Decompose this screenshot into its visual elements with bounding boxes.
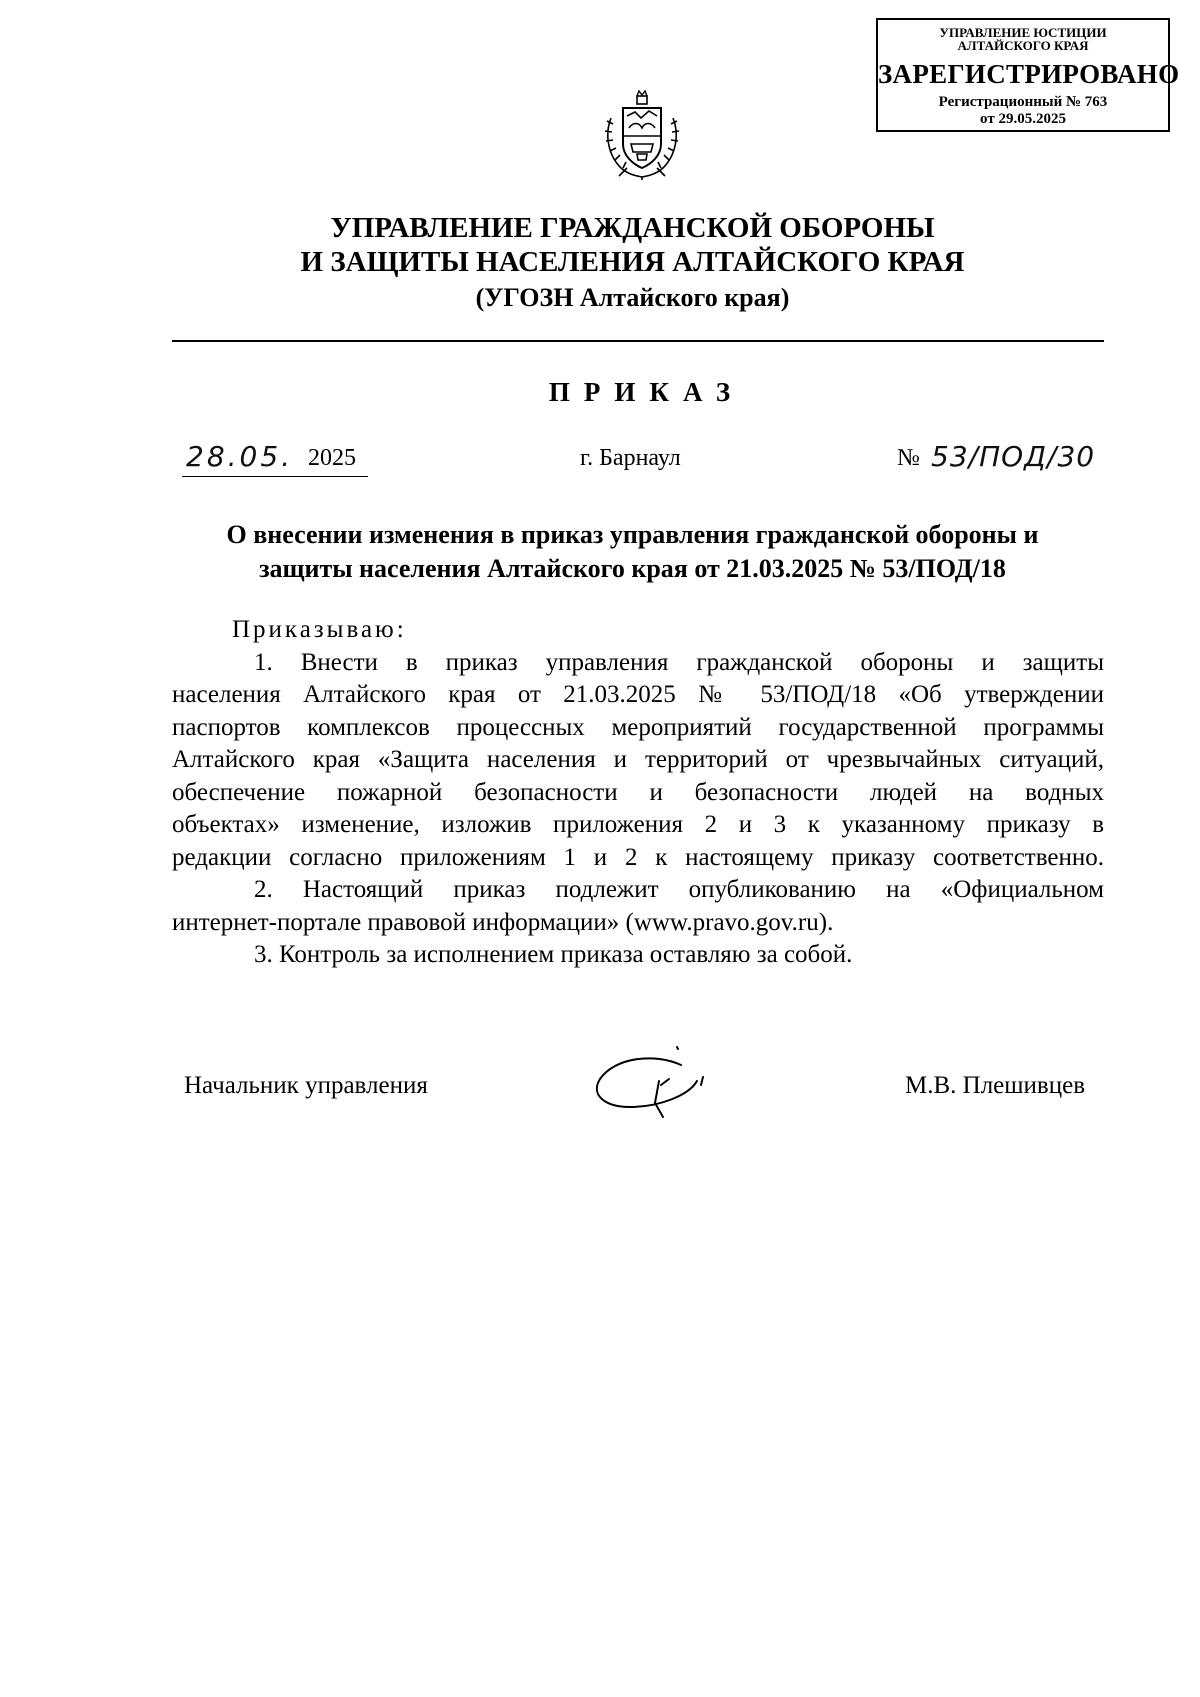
stamp-authority-line2: АЛТАЙСКОГО КРАЯ (957, 38, 1089, 53)
header-divider (172, 340, 1104, 342)
org-name-line2: И ЗАЩИТЫ НАСЕЛЕНИЯ АЛТАЙСКОГО КРАЯ (300, 246, 965, 278)
stamp-authority-line1: УПРАВЛЕНИЕ ЮСТИЦИИ (939, 25, 1107, 40)
number-sign: № (897, 445, 920, 471)
paragraph-1-line: 1. Внести в приказ управления гражданской обороны и защиты (254, 648, 1104, 676)
paragraph-1-line: редакции согласно приложениям 1 и 2 к настоящему приказу соответственно. (172, 843, 1104, 871)
paragraph-1-line: населения Алтайского края от 21.03.2025 № 53/ПОД/18 «Об утверждении (172, 681, 1104, 708)
document-subject-line1: О внесении изменения в приказ управления гражданской обороны и (226, 520, 1039, 549)
document-body (172, 614, 1104, 972)
paragraph-2-line: интернет-портале правовой информации» (www.pravo.gov.ru). (172, 908, 834, 936)
handwritten-signature-icon (585, 1045, 715, 1135)
coat-of-arms-icon (597, 88, 687, 180)
paragraph-3: 3. Контроль за исполнением приказа оставляю за собой. (254, 941, 853, 968)
signatory-position: Начальник управления (184, 1072, 428, 1099)
date-handwritten: 28.05. (186, 440, 294, 473)
org-short-name: (УГОЗН Алтайского края) (475, 283, 790, 312)
document-subject-line2: защиты населения Алтайского края от 21.03.2025 № 53/ПОД/18 (259, 554, 1006, 583)
paragraph-1-line: объектах» изменение, изложив приложения 2 и 3 к указанному приказу в (172, 811, 1104, 838)
document-title: ПРИКАЗ (548, 377, 745, 407)
org-name-line1: УПРАВЛЕНИЕ ГРАЖДАНСКОЙ ОБОРОНЫ (330, 212, 935, 244)
stamp-registered: ЗАРЕГИСТРИРОВАНО (878, 59, 1180, 89)
document-city: г. Барнаул (580, 445, 681, 471)
stamp-registration-number: Регистрационный № 763 (938, 94, 1108, 110)
registration-stamp (876, 18, 1180, 132)
paragraph-1-line: паспортов комплексов процессных мероприятий государственной программы (172, 713, 1104, 741)
order-intro: Приказываю: (232, 616, 407, 643)
paragraph-1-line: обеспечение пожарной безопасности и безопасности людей на водных (172, 778, 1104, 806)
paragraph-1-line: Алтайского края «Защита населения и территорий от чрезвычайных ситуаций, (172, 746, 1104, 773)
paragraph-2-line: 2. Настоящий приказ подлежит опубликованию на «Официальном (254, 876, 1104, 903)
date-year: 2025 (308, 445, 356, 471)
number-handwritten: 53/ПОД/30 (931, 440, 1096, 473)
document-date (182, 440, 368, 477)
stamp-registration-date: от 29.05.2025 (980, 111, 1066, 127)
signatory-name: М.В. Плешивцев (905, 1072, 1085, 1099)
